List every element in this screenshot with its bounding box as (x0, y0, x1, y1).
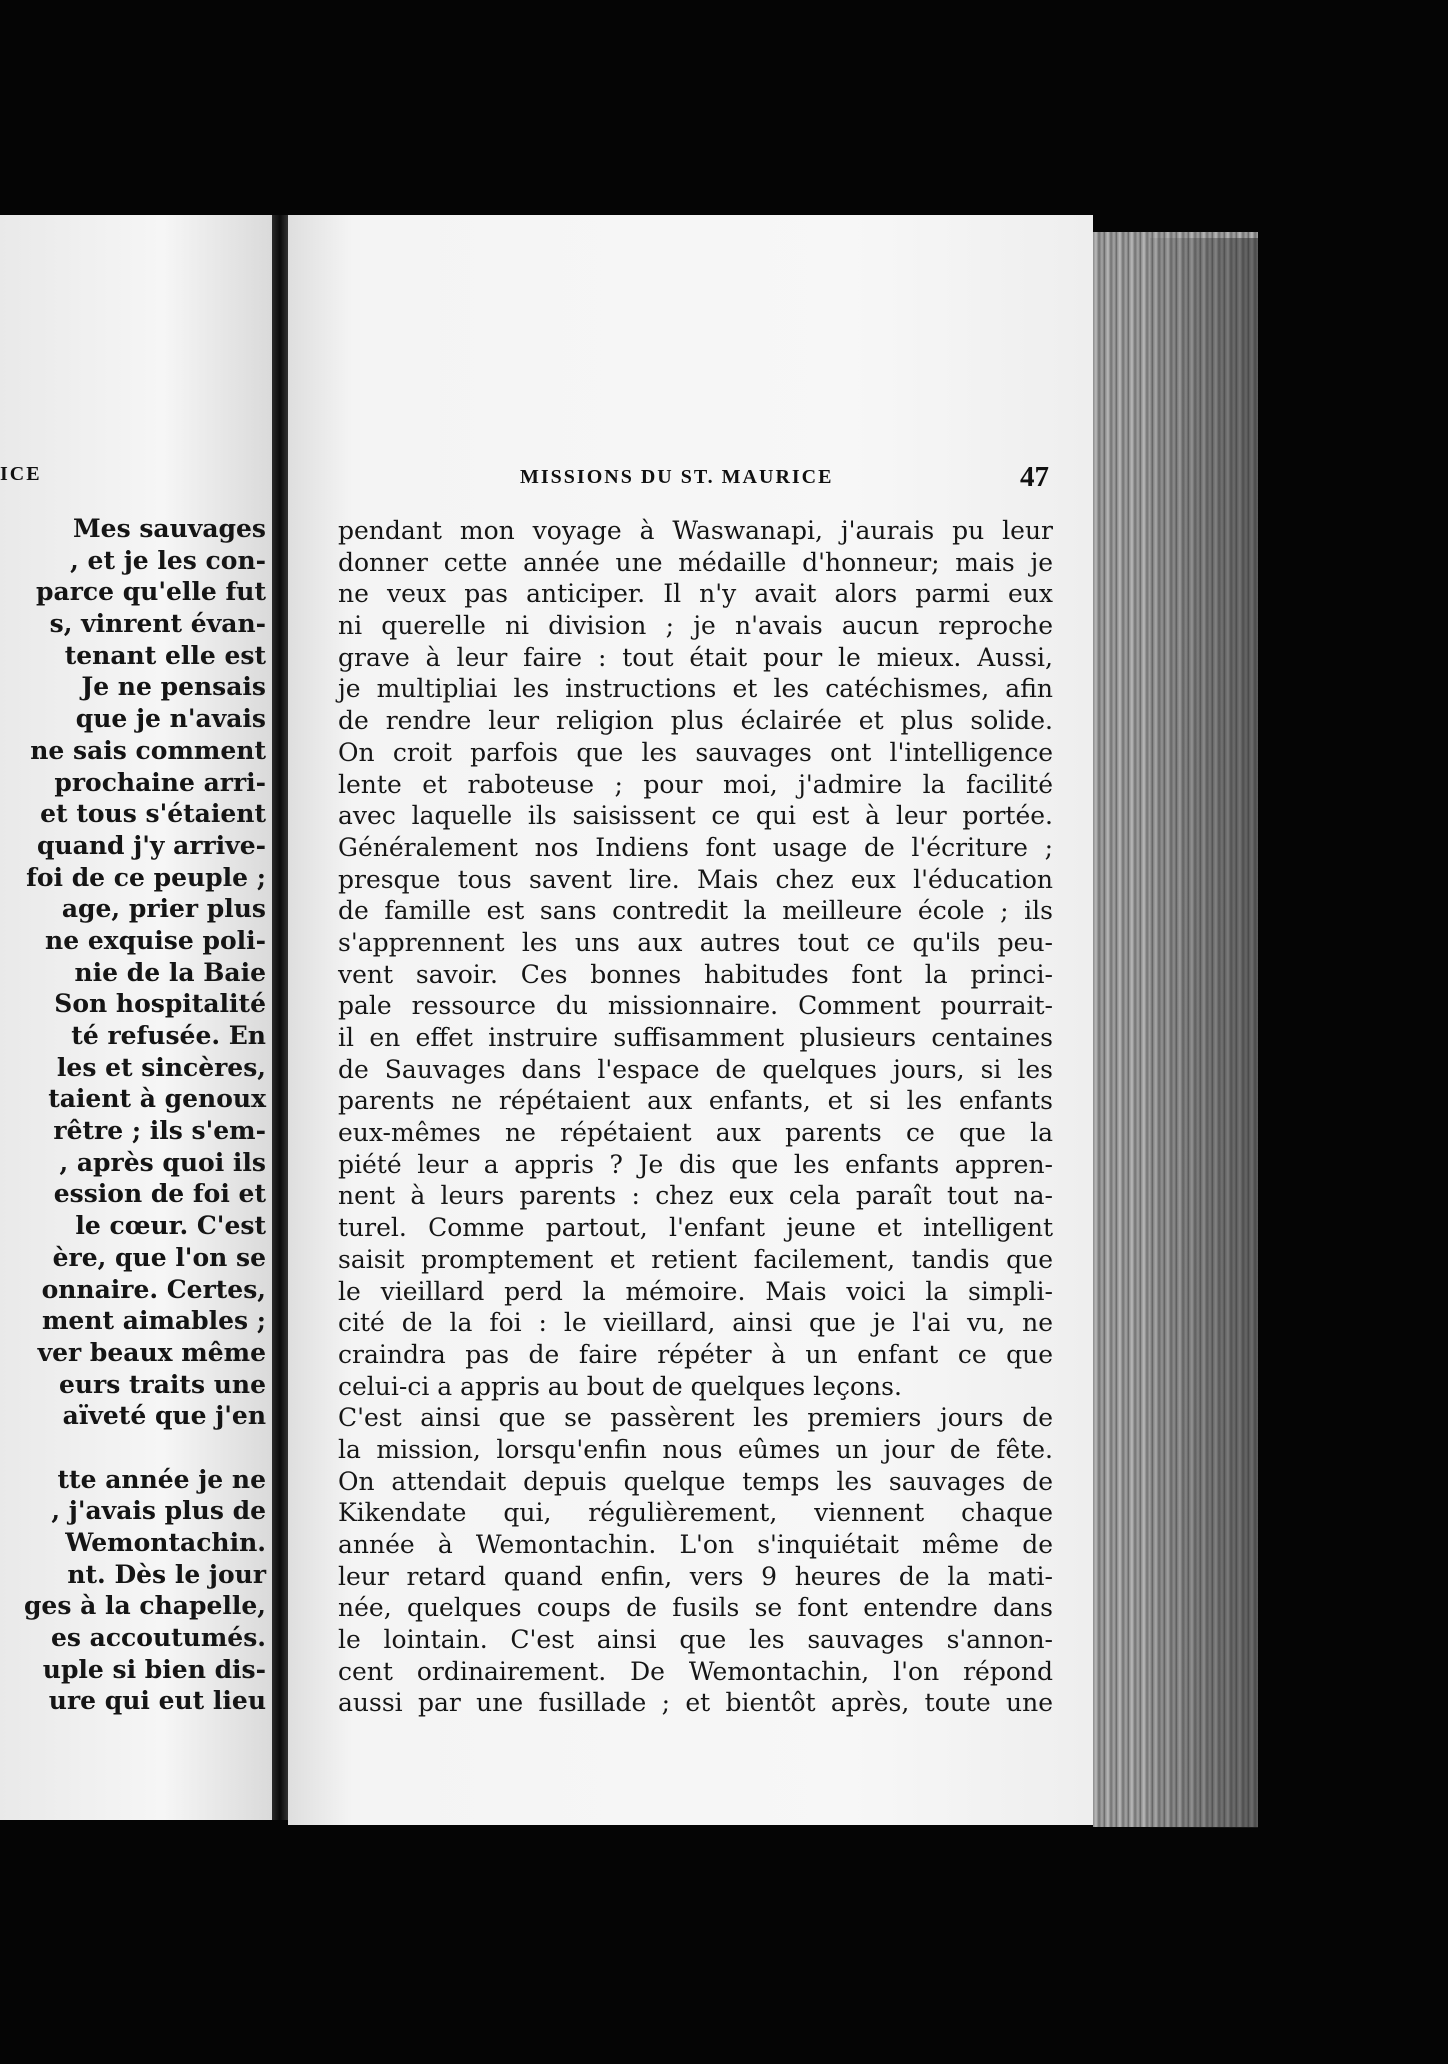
text-line: On attendait depuis quelque temps les sauvages de (338, 1466, 1053, 1496)
text-line: Son hospitalité (54, 989, 266, 1019)
text-line: Wemontachin. (65, 1528, 266, 1557)
text-line: onnaire. Certes, (41, 1274, 266, 1304)
text-line (0, 1432, 266, 1464)
text-line: que je n'avais (75, 704, 266, 734)
running-head: MISSIONS DU ST. MAURICE (520, 466, 834, 488)
text-line: de Sauvages dans l'espace de quelques jours, si les (338, 1054, 1053, 1084)
text-line: de rendre leur religion plus éclairée et plus solide. (338, 706, 1053, 736)
text-line: le vieillard perd la mémoire. Mais voici la simpli- (338, 1276, 1053, 1306)
text-line: parce qu'elle fut (36, 577, 266, 607)
text-line: nent à leurs parents : chez eux cela paraît tout na- (338, 1181, 1053, 1211)
text-line: donner cette année une médaille d'honneur; mais je (338, 547, 1053, 577)
text-line: s, vinrent évan- (49, 609, 266, 639)
text-line: lente et raboteuse ; pour moi, j'admire la facilité (338, 769, 1053, 799)
left-running-head: ICE (0, 463, 42, 485)
text-line: le cœur. C'est (75, 1211, 266, 1241)
text-line: Kikendate qui, régulièrement, viennent chaque (338, 1498, 1053, 1528)
text-line: ession de foi et (53, 1179, 266, 1209)
text-line: ment aimables ; (41, 1306, 266, 1336)
text-line: , j'avais plus de (51, 1496, 266, 1526)
text-line: uple si bien dis- (42, 1654, 266, 1684)
text-line: foi de ce peuple ; (26, 862, 266, 892)
text-line: taient à genoux (48, 1084, 266, 1114)
text-line: cité de la foi : le vieillard, ainsi que je l'ai vu, ne (338, 1308, 1053, 1338)
text-line: es accoutumés. (50, 1623, 266, 1653)
text-line: cent ordinairement. De Wemontachin, l'on répond (338, 1656, 1053, 1686)
text-line: Généralement nos Indiens font usage de l'écriture ; (338, 832, 1053, 862)
text-line: ne veux pas anticiper. Il n'y avait alors parmi eux (338, 579, 1053, 609)
text-line: Mes sauvages (73, 514, 266, 543)
text-line: avec laquelle ils saisissent ce qui est à leur portée. (338, 801, 1053, 831)
text-line: aussi par une fusillade ; et bientôt après, toute une (338, 1688, 1053, 1718)
text-line: eux-mêmes ne répétaient aux parents ce que la (338, 1118, 1053, 1148)
text-line: tte année je ne (57, 1464, 266, 1494)
text-line: grave à leur faire : tout était pour le mieux. Aussi, (338, 642, 1053, 672)
text-line: et tous s'étaient (40, 799, 266, 829)
text-line: ne sais comment (30, 735, 266, 765)
text-line: s'apprennent les uns aux autres tout ce qu'ils peu- (338, 927, 1053, 957)
text-line: le lointain. C'est ainsi que les sauvages s'annon- (338, 1625, 1053, 1655)
text-line: leur retard quand enfin, vers 9 heures de la mati- (338, 1561, 1053, 1591)
text-line: de famille est sans contredit la meilleure école ; ils (338, 896, 1053, 926)
text-line: ni querelle ni division ; je n'avais aucun reproche (338, 611, 1053, 641)
text-line: la mission, lorsqu'enfin nous eûmes un jour de fête. (338, 1434, 1053, 1464)
text-line: vent savoir. Ces bonnes habitudes font la princi- (338, 959, 1053, 989)
text-line: prochaine arri- (54, 767, 266, 797)
text-line: parents ne répétaient aux enfants, et si les enfants (338, 1086, 1053, 1116)
text-line: On croit parfois que les sauvages ont l'intelligence (338, 737, 1053, 767)
text-line: ver beaux même (37, 1337, 266, 1367)
text-line: il en effet instruire suffisamment plusieurs centaines (338, 1023, 1053, 1052)
text-line: pendant mon voyage à Waswanapi, j'aurais pu leur (338, 516, 1053, 545)
text-line: presque tous savent lire. Mais chez eux l'éducation (338, 864, 1053, 894)
text-line: age, prier plus (61, 894, 266, 924)
text-line: je multipliai les instructions et les catéchismes, afin (338, 674, 1053, 704)
text-line: , et je les con- (70, 545, 266, 575)
text-line: quand j'y arrive- (37, 830, 266, 860)
left-page (0, 215, 272, 1820)
text-line: eurs traits une (58, 1369, 266, 1399)
text-line: té refusée. En (71, 1021, 266, 1050)
text-line: celui-ci a appris au bout de quelques leçons. (338, 1371, 902, 1401)
text-line: année à Wemontachin. L'on s'inquiétait même de (338, 1530, 1053, 1559)
page-body-text (338, 515, 1053, 1719)
text-line: ges à la chapelle, (23, 1591, 266, 1621)
text-line: pale ressource du missionnaire. Comment pourrait- (338, 991, 1053, 1021)
text-line: Je ne pensais (81, 672, 266, 702)
text-line: craindra pas de faire répéter à un enfant ce que (338, 1339, 1053, 1369)
page-number: 47 (1020, 461, 1049, 493)
text-line: née, quelques coups de fusils se font entendre dans (338, 1593, 1053, 1623)
text-line: tenant elle est (64, 640, 266, 670)
page-fore-edge-shadow (1150, 238, 1258, 1828)
text-line: nt. Dès le jour (67, 1559, 266, 1589)
text-line: ure qui eut lieu (48, 1686, 266, 1716)
text-line: C'est ainsi que se passèrent les premiers jours de (338, 1403, 1053, 1433)
book-gutter (272, 215, 288, 1820)
text-line: ère, que l'on se (52, 1242, 266, 1272)
text-line: nie de la Baie (74, 957, 266, 987)
left-page-text (0, 513, 266, 1717)
text-line: aïveté que j'en (62, 1401, 266, 1431)
text-line: rêtre ; ils s'em- (53, 1116, 266, 1146)
text-line: , après quoi ils (59, 1147, 266, 1177)
text-line: piété leur a appris ? Je dis que les enfants appren- (338, 1149, 1053, 1179)
text-line: ne exquise poli- (45, 925, 266, 955)
text-line: turel. Comme partout, l'enfant jeune et intelligent (338, 1213, 1053, 1243)
text-line: saisit promptement et retient facilement, tandis que (338, 1244, 1053, 1274)
text-line: les et sincères, (56, 1052, 266, 1082)
